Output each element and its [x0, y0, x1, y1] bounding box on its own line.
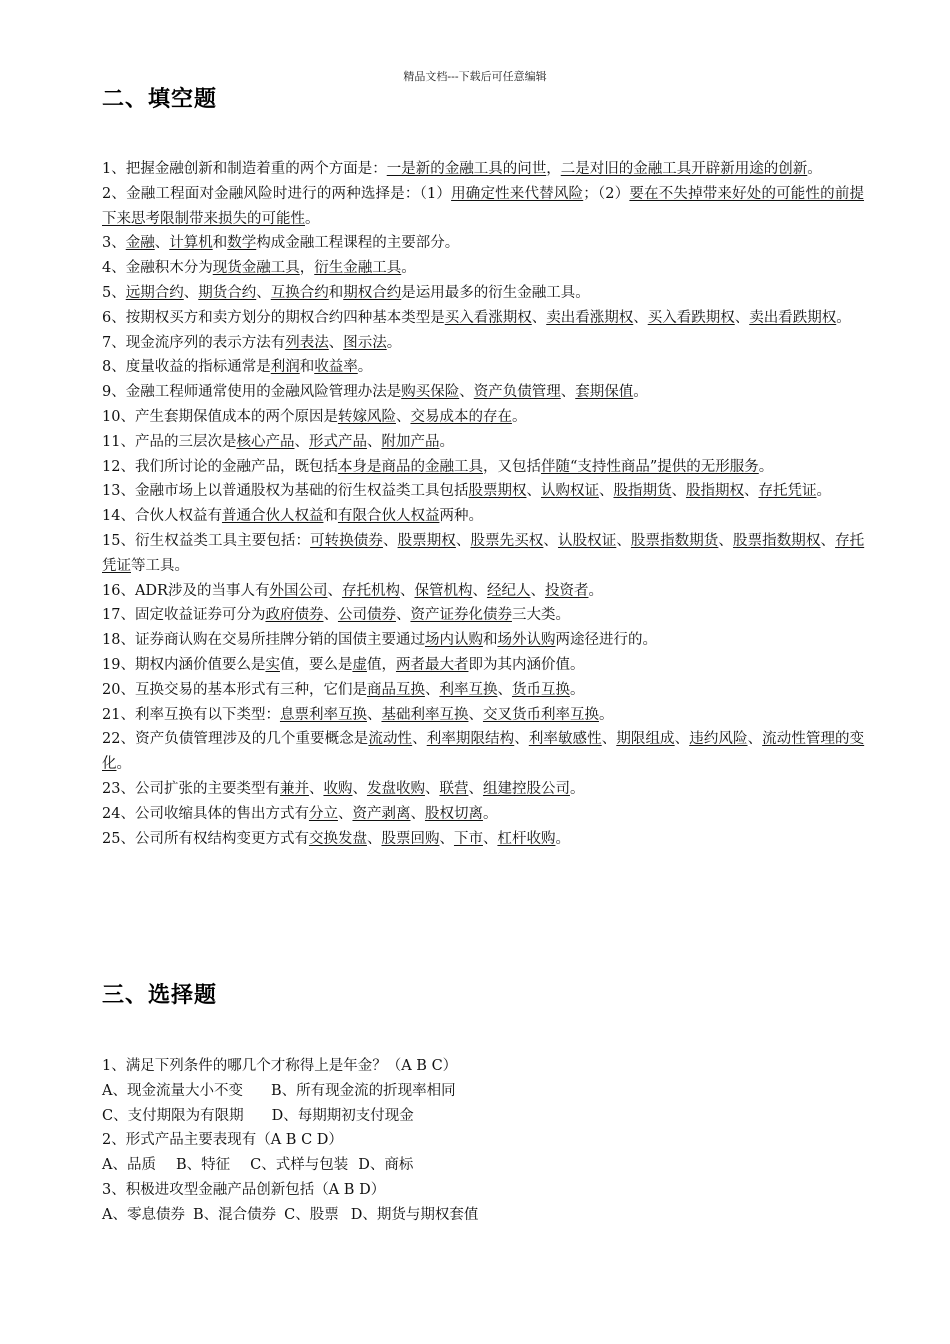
- answer-blank: 经纪人: [486, 582, 531, 599]
- answer-blank: 股指期货: [613, 483, 672, 500]
- answer-blank: 远期合约: [125, 284, 184, 301]
- answer-blank: 股票指数期货: [630, 532, 719, 549]
- question-text: 。: [758, 458, 774, 475]
- question-text: 、: [366, 706, 382, 723]
- answer-blank: 虚: [352, 656, 367, 673]
- question-text: 、: [734, 309, 750, 326]
- question-text: 18、证券商认购在交易所挂牌分销的国债主要通过: [102, 632, 425, 649]
- question-text: 、: [323, 607, 338, 624]
- option-c: C、股票: [284, 1206, 339, 1223]
- choice-questions: [102, 1054, 864, 1228]
- answer-blank: 股票期权: [397, 532, 456, 549]
- answer-blank: 卖出看跌期权: [749, 309, 837, 326]
- answer-blank: 利润: [270, 359, 300, 376]
- question-2-text: 2、形式产品主要表现有（A B C D）: [102, 1132, 343, 1149]
- question-text: 23、公司扩张的主要类型有: [102, 780, 280, 797]
- fill-question-13: [102, 479, 864, 504]
- question-text: 1、把握金融创新和制造着重的两个方面是：: [102, 161, 387, 177]
- fill-question-8: [102, 355, 864, 380]
- answer-blank: 资产证券化债券: [410, 607, 512, 624]
- answer-blank: 交叉货币利率互换: [482, 706, 599, 723]
- page-header-note: 精品文档---下载后可任意编辑: [403, 70, 547, 83]
- fill-question-20: [102, 678, 864, 703]
- question-text: 和: [328, 284, 344, 301]
- answer-blank: 收购: [323, 780, 353, 797]
- fill-question-14: [102, 504, 864, 529]
- option-b: B、所有现金流的折现率相同: [270, 1082, 456, 1099]
- answer-blank: 流动性管理的变化: [102, 731, 865, 773]
- answer-blank: 股票指数期权: [732, 532, 821, 549]
- answer-blank: 买入看跌期权: [647, 309, 735, 326]
- question-text: 12、我们所讨论的金融产品，既包括: [102, 458, 338, 475]
- question-text: 、: [747, 731, 763, 748]
- question-3-options: [102, 1203, 864, 1228]
- question-text: 、: [337, 805, 353, 822]
- question-text: 、: [601, 731, 617, 748]
- answer-blank: 投资者: [544, 582, 589, 599]
- question-text: 。: [357, 359, 373, 376]
- answer-blank: 息票利率互换: [279, 706, 367, 723]
- question-text: 、: [633, 309, 648, 326]
- question-text: 、: [366, 830, 382, 847]
- question-text: 、: [820, 532, 836, 549]
- fill-question-25: [102, 827, 864, 852]
- option-d: D、期货与期权套值: [350, 1206, 479, 1223]
- answer-blank: 衍生金融工具: [314, 260, 402, 277]
- fill-question-7: [102, 331, 864, 356]
- answer-blank: 基础利率互换: [381, 706, 469, 723]
- question-1-text: 1、满足下列条件的哪几个才称得上是年金？（A B C）: [102, 1058, 458, 1074]
- question-text: 。: [807, 161, 822, 177]
- question-text: 构成金融工程课程的主要部分。: [256, 235, 460, 252]
- option-a: A、现金流量大小不变: [102, 1082, 243, 1099]
- fill-question-22: [102, 727, 864, 777]
- question-text: 、: [294, 433, 309, 450]
- option-c: C、支付期限为有限期: [102, 1107, 244, 1124]
- question-text: 。: [569, 681, 585, 698]
- fill-question-17: [102, 603, 864, 628]
- question-text: 三大类。: [511, 607, 570, 624]
- question-text: 。: [116, 756, 131, 773]
- question-text: 、: [468, 780, 483, 797]
- question-text: 、: [154, 235, 170, 252]
- answer-blank: 公司债券: [337, 607, 396, 624]
- answer-blank: 要在不失掉带来好处的可能性的前提下来思考限制带来损失的可能性: [102, 185, 865, 227]
- question-text: 13、金融市场上以普通股权为基础的衍生权益类工具包括: [102, 483, 469, 500]
- fill-question-9: [102, 380, 864, 405]
- answer-blank: 商品互换: [366, 681, 425, 698]
- fill-question-10: [102, 405, 864, 430]
- fill-question-15: [102, 529, 864, 579]
- question-text: 两种。: [439, 508, 483, 525]
- question-1-options-row-1: [102, 1079, 864, 1104]
- question-text: 即为其内涵价值。: [468, 656, 585, 673]
- answer-blank: 形式产品: [308, 433, 367, 450]
- question-text: 22、资产负债管理涉及的几个重要概念是: [102, 731, 369, 748]
- question-text: 和: [323, 508, 338, 525]
- answer-blank: 有限合伙人权益: [337, 508, 440, 525]
- question-text: 10、产生套期保值成本的两个原因是: [102, 408, 338, 425]
- question-text: 和: [212, 235, 228, 252]
- question-text: 14、合伙人权益有: [102, 508, 222, 525]
- option-a: A、零息债券: [102, 1206, 185, 1223]
- fill-question-3: [102, 231, 864, 256]
- fill-question-16: [102, 579, 864, 604]
- question-text: 、: [308, 780, 324, 797]
- question-text: ，: [546, 161, 561, 177]
- question-text: 、: [395, 408, 411, 425]
- answer-blank: 认股权证: [557, 532, 617, 549]
- question-text: 、: [328, 334, 344, 351]
- question-text: 。: [598, 706, 614, 723]
- question-text: 、: [395, 607, 411, 624]
- answer-blank: 利率期限结构: [426, 731, 515, 748]
- question-text: 、: [256, 284, 271, 301]
- answer-blank: 股票期权: [468, 483, 527, 500]
- question-text: 、: [412, 731, 427, 748]
- question-text: 两途径进行的。: [555, 632, 657, 649]
- question-text: 、: [718, 532, 733, 549]
- answer-blank: 外国公司: [269, 582, 328, 599]
- section-title-choice: 三、选择题: [102, 983, 218, 1008]
- question-text: 和: [299, 359, 315, 376]
- answer-blank: 场内认购: [424, 632, 483, 649]
- question-text: 19、期权内涵价值要么是: [102, 656, 266, 673]
- question-text: 11、产品的三层次是: [102, 433, 237, 450]
- question-text: 24、公司收缩具体的售出方式有: [102, 805, 309, 822]
- question-text: 、: [530, 582, 545, 599]
- question-text: 、: [526, 483, 541, 500]
- answer-blank: 杠杆收购: [497, 830, 556, 847]
- fill-question-4: [102, 256, 864, 281]
- question-text: 4、金融积木分为: [102, 260, 213, 277]
- answer-blank: 利率敏感性: [528, 731, 602, 748]
- question-text: 。: [588, 582, 603, 599]
- answer-blank: 联营: [439, 780, 469, 797]
- question-text: 8、度量收益的指标通常是: [102, 359, 271, 376]
- answer-blank: 附加产品: [381, 433, 440, 450]
- answer-blank: 分立: [308, 805, 338, 822]
- answer-blank: 伴随“支持性商品”提供的无形服务: [540, 458, 759, 475]
- fill-question-23: [102, 777, 864, 802]
- question-text: 值，: [366, 656, 396, 673]
- answer-blank: 存托凭证: [102, 532, 865, 574]
- fill-question-1: [102, 157, 864, 182]
- question-text: 。: [401, 260, 416, 277]
- question-text: ，: [299, 260, 315, 277]
- option-d: D、商标: [358, 1157, 414, 1174]
- question-text: 、: [531, 309, 547, 326]
- question-text: 、: [468, 706, 483, 723]
- answer-blank: 收益率: [314, 359, 358, 376]
- answer-blank: 普通合伙人权益: [221, 508, 324, 525]
- answer-blank: 套期保值: [575, 384, 634, 401]
- question-text: 、: [598, 483, 614, 500]
- answer-blank: 买入看涨期权: [444, 309, 532, 326]
- answer-blank: 流动性: [368, 731, 413, 748]
- question-text: 、: [399, 582, 415, 599]
- question-text: 、: [543, 532, 558, 549]
- answer-blank: 互换合约: [270, 284, 329, 301]
- question-text: 6、按期权买方和卖方划分的期权合约四种基本类型是: [102, 309, 445, 326]
- question-text: 7、现金流序列的表示方法有: [102, 334, 286, 351]
- answer-blank: 实: [265, 656, 280, 673]
- question-text: 、: [671, 483, 686, 500]
- fill-question-2: [102, 182, 864, 232]
- option-b: B、混合债券: [192, 1206, 277, 1223]
- question-3: [102, 1178, 864, 1203]
- answer-blank: 二是对旧的金融工具开辟新用途的创新: [560, 161, 808, 177]
- answer-blank: 期限组成: [616, 731, 675, 748]
- answer-blank: 存托机构: [341, 582, 400, 599]
- option-c: C、式样与包装: [250, 1157, 349, 1174]
- question-text: 、: [560, 384, 576, 401]
- answer-blank: 交换发盘: [308, 830, 367, 847]
- question-3-text: 3、积极进攻型金融产品创新包括（A B D）: [102, 1181, 386, 1198]
- answer-blank: 资产负债管理: [473, 384, 561, 401]
- answer-blank: 存托凭证: [758, 483, 817, 500]
- answer-blank: 两者最大者: [395, 656, 469, 673]
- question-text: 20、互换交易的基本形式有三种，它们是: [102, 681, 367, 698]
- question-text: 。: [511, 408, 527, 425]
- question-text: 。: [305, 210, 320, 227]
- question-text: 、: [352, 780, 367, 797]
- question-text: 、: [472, 582, 487, 599]
- question-text: 、: [459, 384, 474, 401]
- question-1-options-row-2: [102, 1104, 864, 1129]
- answer-blank: 可转换债券: [310, 532, 383, 549]
- answer-blank: 现货金融工具: [212, 260, 300, 277]
- option-d: D、每期期初支付现金: [271, 1107, 414, 1124]
- answer-blank: 场外认购: [497, 632, 556, 649]
- answer-blank: 下市: [453, 830, 483, 847]
- question-text: 、: [424, 681, 440, 698]
- question-text: 。: [439, 433, 454, 450]
- answer-blank: 数学: [227, 235, 257, 252]
- answer-blank: 购买保险: [401, 384, 460, 401]
- fill-question-24: [102, 802, 864, 827]
- answer-blank: 利率互换: [439, 681, 498, 698]
- question-text: 、: [514, 731, 529, 748]
- answer-blank: 认购权证: [540, 483, 599, 500]
- question-1: [102, 1054, 864, 1079]
- question-text: 、: [327, 582, 342, 599]
- question-text: 、: [674, 731, 690, 748]
- question-text: 。: [569, 780, 585, 797]
- fill-question-19: [102, 653, 864, 678]
- question-text: 。: [482, 805, 498, 822]
- question-text: 、: [183, 284, 199, 301]
- question-text: 。: [816, 483, 831, 500]
- question-text: 。: [386, 334, 402, 351]
- fill-question-11: [102, 430, 864, 455]
- answer-blank: 组建控股公司: [482, 780, 570, 797]
- question-text: 。: [555, 830, 570, 847]
- answer-blank: 货币互换: [511, 681, 570, 698]
- question-text: 、: [439, 830, 454, 847]
- question-text: 25、公司所有权结构变更方式有: [102, 830, 309, 847]
- answer-blank: 列表法: [285, 334, 329, 351]
- answer-blank: 用确定性来代替风险: [451, 185, 584, 202]
- answer-blank: 股票先买权: [470, 532, 544, 549]
- question-text: 、: [455, 532, 471, 549]
- question-2: [102, 1128, 864, 1153]
- answer-blank: 卖出看涨期权: [546, 309, 634, 326]
- fill-in-questions: [102, 157, 864, 851]
- question-text: 3、: [102, 235, 126, 252]
- question-text: 15、衍生权益类工具主要包括：: [102, 532, 311, 549]
- question-text: 、: [497, 681, 512, 698]
- question-text: 5、: [102, 284, 126, 301]
- question-text: 2、金融工程面对金融风险时进行的两种选择是：（1）: [102, 185, 452, 202]
- question-text: 和: [482, 632, 498, 649]
- fill-question-5: [102, 281, 864, 306]
- fill-question-6: [102, 306, 864, 331]
- answer-blank: 金融: [125, 235, 155, 252]
- section-title-fill: 二、填空题: [102, 87, 218, 112]
- answer-blank: 图示法: [343, 334, 387, 351]
- question-text: 9、金融工程师通常使用的金融风险管理办法是: [102, 384, 402, 401]
- answer-blank: 发盘收购: [366, 780, 425, 797]
- question-text: 、: [482, 830, 498, 847]
- question-2-options: [102, 1153, 864, 1178]
- answer-blank: 计算机: [169, 235, 213, 252]
- question-text: 、: [382, 532, 398, 549]
- fill-question-12: [102, 455, 864, 480]
- question-text: 、: [424, 780, 440, 797]
- question-text: 17、固定收益证券可分为: [102, 607, 266, 624]
- answer-blank: 核心产品: [236, 433, 295, 450]
- question-text: 、: [743, 483, 759, 500]
- question-text: 21、利率互换有以下类型：: [102, 706, 280, 723]
- answer-blank: 期权合约: [343, 284, 402, 301]
- answer-blank: 股指期权: [685, 483, 744, 500]
- answer-blank: 交易成本的存在: [410, 408, 512, 425]
- answer-blank: 期货合约: [198, 284, 257, 301]
- question-text: ；（2）: [583, 185, 630, 202]
- answer-blank: 一是新的金融工具的问世: [386, 161, 547, 177]
- fill-question-21: [102, 703, 864, 728]
- answer-blank: 违约风险: [689, 731, 748, 748]
- answer-blank: 股票回购: [381, 830, 440, 847]
- answer-blank: 兼并: [279, 780, 309, 797]
- question-text: 等工具。: [131, 557, 189, 574]
- question-text: 、: [616, 532, 631, 549]
- answer-blank: 转嫁风险: [337, 408, 396, 425]
- question-text: 、: [366, 433, 382, 450]
- question-text: 16、ADR涉及的当事人有: [102, 582, 270, 599]
- answer-blank: 本身是商品的金融工具: [337, 458, 483, 475]
- question-text: 是运用最多的衍生金融工具。: [401, 284, 590, 301]
- answer-blank: 政府债券: [265, 607, 324, 624]
- answer-blank: 保管机构: [414, 582, 473, 599]
- question-text: 。: [836, 309, 851, 326]
- question-text: 、: [410, 805, 425, 822]
- answer-blank: 股权切离: [424, 805, 483, 822]
- answer-blank: 资产剥离: [352, 805, 411, 822]
- question-text: 。: [633, 384, 648, 401]
- question-text: 值，要么是: [279, 656, 353, 673]
- fill-question-18: [102, 628, 864, 653]
- option-b: B、特征: [175, 1157, 231, 1174]
- question-text: ，又包括: [482, 458, 541, 475]
- option-a: A、品质: [102, 1157, 156, 1174]
